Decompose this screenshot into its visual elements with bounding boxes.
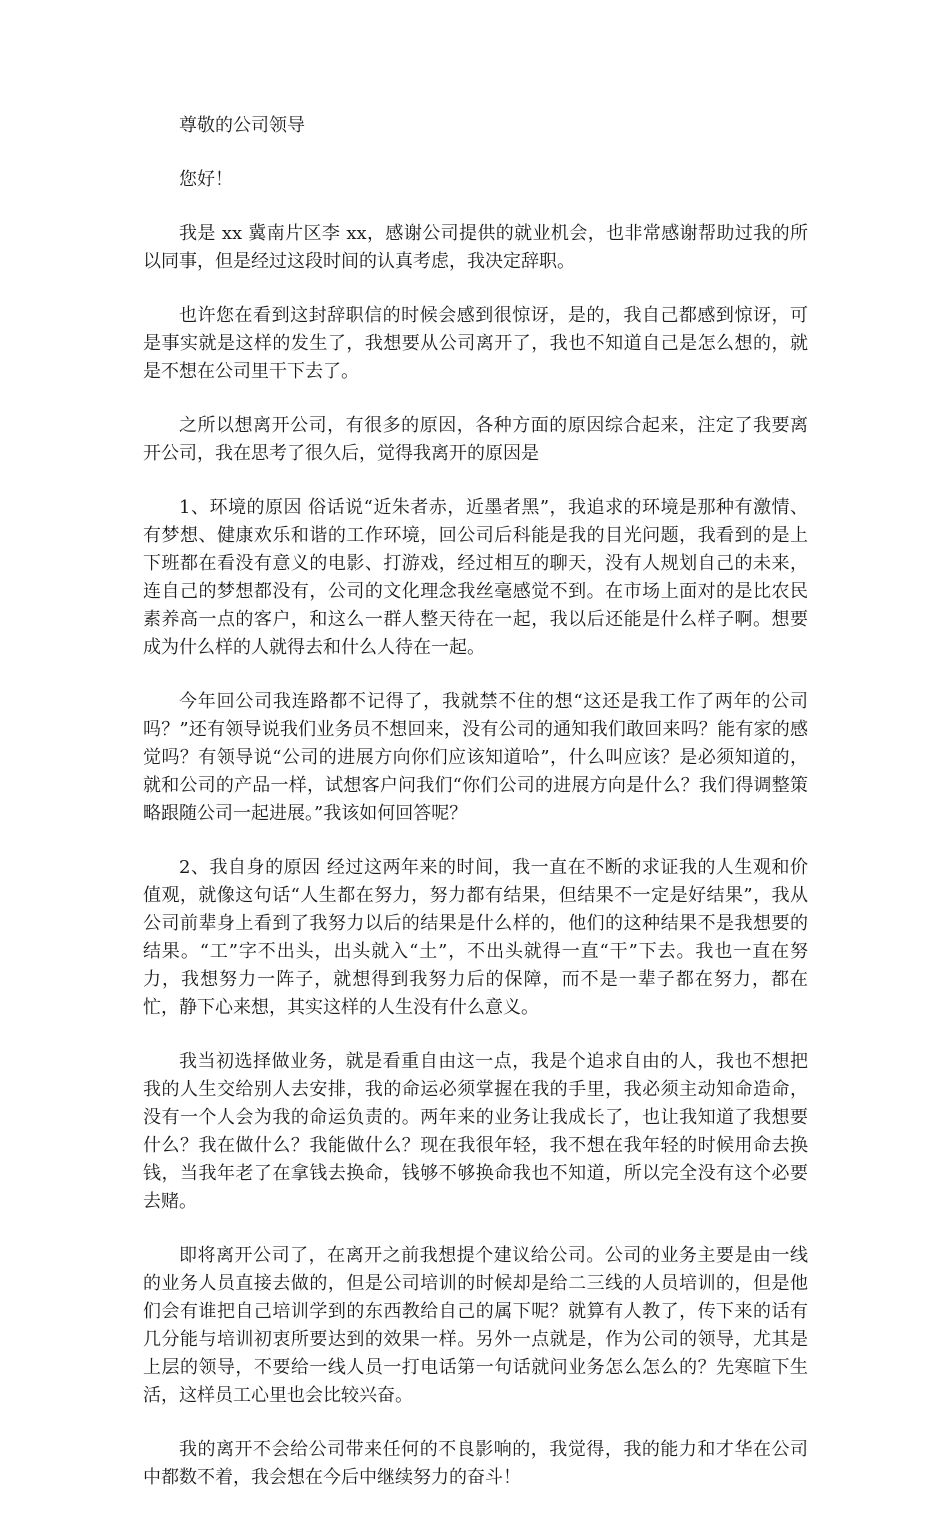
letter-body <box>143 112 808 1518</box>
paragraph-suggestion: 即将离开公司了，在离开之前我想提个建议给公司。公司的业务主要是由一线的业务人员直接去做的，但是公司培训的时候却是给二三线的人员培训的，但是他们会有谁把自己培训学到的东西教给自己的属下呢？就算有人教了，传下来的话有几分能与培训初衷所要达到的效果一样。另外一点就是，作为公司的领导，尤其是上层的领导，不要给一线人员一打电话第一句话就问业务怎么怎么的？先寒暄下生活，这样员工心里也会比较兴奋。 <box>143 1245 808 1406</box>
paragraph-reasons: 之所以想离开公司，有很多的原因，各种方面的原因综合起来，注定了我要离开公司，我在思考了很久后，觉得我离开的原因是 <box>143 415 808 464</box>
paragraph-intro: 我是 xx 冀南片区李 xx，感谢公司提供的就业机会，也非常感谢帮助过我的所以同事，但是经过这段时间的认真考虑，我决定辞职。 <box>143 223 808 272</box>
paragraph-return: 今年回公司我连路都不记得了，我就禁不住的想“这还是我工作了两年的公司吗？”还有领导说我们业务员不想回来，没有公司的通知我们敢回来吗？能有家的感觉吗？有领导说“公司的进展方向你们应该知道哈”，什么叫应该？是必须知道的，就和公司的产品一样，试想客户问我们“你们公司的进展方向是什么？我们得调整策略跟随公司一起进展。”我该如何回答呢？ <box>143 691 808 824</box>
greeting: 您好！ <box>179 169 233 190</box>
paragraph-reason-environment: 1、环境的原因 俗话说“近朱者赤，近墨者黑”，我追求的环境是那种有激情、有梦想、健康欢乐和谐的工作环境，回公司后科能是我的目光问题，我看到的是上下班都在看没有意义的电影、打游戏，经过相互的聊天，没有人规划自己的未来，连自己的梦想都没有，公司的文化理念我丝毫感觉不到。在市场上面对的是比农民素养高一点的客户，和这么一群人整天待在一起，我以后还能是什么样子啊。想要成为什么样的人就得去和什么人待在一起。 <box>143 497 808 658</box>
paragraph-closing: 我的离开不会给公司带来任何的不良影响的，我觉得，我的能力和才华在公司中都数不着，我会想在今后中继续努力的奋斗！ <box>143 1439 808 1488</box>
salutation: 尊敬的公司领导 <box>179 115 305 136</box>
paragraph-surprise: 也许您在看到这封辞职信的时候会感到很惊讶，是的，我自己都感到惊讶，可是事实就是这样的发生了，我想要从公司离开了，我也不知道自己是怎么想的，就是不想在公司里干下去了。 <box>143 305 808 382</box>
paragraph-freedom: 我当初选择做业务，就是看重自由这一点，我是个追求自由的人，我也不想把我的人生交给别人去安排，我的命运必须掌握在我的手里，我必须主动知命造命，没有一个人会为我的命运负责的。两年来的业务让我成长了，也让我知道了我想要什么？我在做什么？我能做什么？现在我很年轻，我不想在我年轻的时候用命去换钱，当我年老了在拿钱去换命，钱够不够换命我也不知道，所以完全没有这个必要去赌。 <box>143 1051 808 1212</box>
paragraph-reason-self: 2、我自身的原因 经过这两年来的时间，我一直在不断的求证我的人生观和价值观，就像这句话“人生都在努力，努力都有结果，但结果不一定是好结果”，我从公司前辈身上看到了我努力以后的结果是什么样的，他们的这种结果不是我想要的结果。“工”字不出头，出头就入“土”，不出头就得一直“干”下去。我也一直在努力，我想努力一阵子，就想得到我努力后的保障，而不是一辈子都在努力，都在忙，静下心来想，其实这样的人生没有什么意义。 <box>143 857 808 1018</box>
